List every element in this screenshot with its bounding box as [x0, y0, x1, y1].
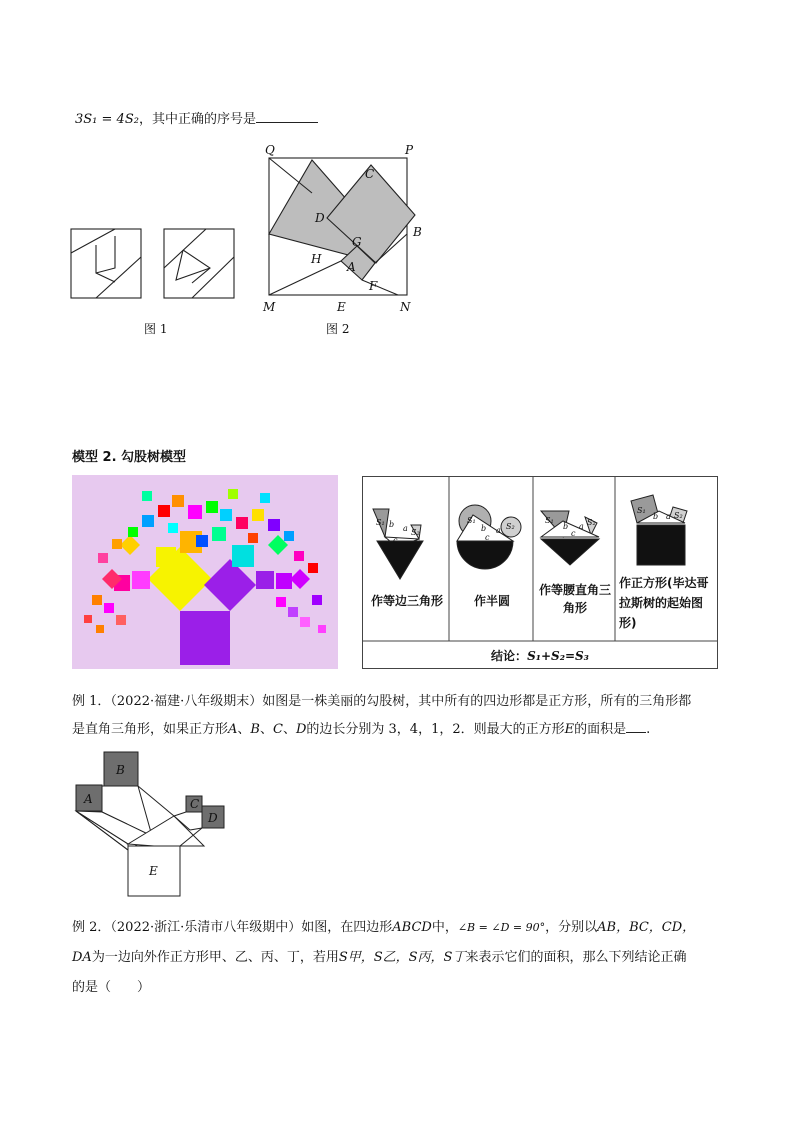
example1-letter-B: B [250, 722, 260, 737]
conclusion [363, 647, 717, 664]
example2-line2 [72, 946, 686, 965]
example1-figure [74, 750, 234, 900]
figure-2 [255, 138, 435, 318]
example2-angle: ∠B = ∠D = 90° [457, 921, 546, 934]
example2-line2-d: 来表示它们的面积，那么下列结论正确 [465, 950, 687, 965]
cell2-c: c [485, 533, 490, 542]
fig2-label-F: F [369, 279, 378, 293]
ex1-fig-D: D [208, 811, 218, 825]
example2-abcd: ABCD [392, 920, 432, 935]
fig2-label-P: P [405, 143, 414, 157]
example1-letter-D: D [295, 722, 307, 737]
fig2-label-E: E [337, 300, 346, 314]
example2-line1-d: AB，BC，CD， [597, 920, 696, 935]
cell1-s2: S₂ [411, 528, 420, 537]
ex1-fig-A: A [84, 792, 93, 806]
figure-1-caption: 图 1 [144, 322, 168, 336]
model-table [362, 476, 718, 669]
answer-blank [256, 110, 318, 123]
example1-line2-b: 的边长分别为 3，4，1，2．则最大的正方形 [306, 722, 565, 737]
cell3-label: 作等腰直角三角形 [539, 583, 612, 615]
example1-letter-E: E [564, 722, 575, 737]
cell2-s2: S₂ [506, 522, 515, 531]
cell1-label: 作等边三角形 [370, 594, 443, 608]
example2-line1 [72, 916, 695, 935]
fig2-label-D: D [315, 211, 325, 225]
fig2-label-N: N [400, 300, 411, 314]
cell3-s2: S₂ [587, 518, 596, 527]
figure-1 [70, 228, 240, 300]
cell2-b: b [481, 524, 487, 533]
example1-line2: 是直角三角形，如果正方形A、B、C、D的边长分别为 3，4，1，2．则最大的正方形E的面积是 . [72, 722, 651, 737]
cell4-s1: S₁ [637, 506, 646, 515]
ex1-fig-E: E [149, 864, 158, 878]
example2-line2-b: 为一边向外作正方形甲、乙、丙、丁，若用 [91, 950, 339, 965]
conclusion-formula: S₁+S₂=S₃ [527, 649, 589, 663]
top-question-line [75, 108, 318, 127]
cell2-a: a [496, 526, 501, 535]
example2-line1-c: ，分别以 [545, 920, 598, 935]
top-formula: 3S₁ = 4S₂ [75, 112, 139, 127]
cell3-s1: S₁ [545, 516, 554, 525]
example2-line3: 的是（ ） [72, 980, 151, 995]
cell4-s2: S₂ [674, 511, 683, 520]
fig2-label-H: H [311, 252, 322, 266]
example1-line1: 例 1．（2022·福建·八年级期末）如图是一株美丽的勾股树，其中所有的四边形都是正方形，所有的三角形都 [72, 694, 692, 709]
example1-blank [626, 720, 646, 733]
cell4-a: a [666, 512, 671, 521]
example2-line1-a: 例 2．（2022·浙江·乐清市八年级期中）如图，在四边形 [72, 920, 393, 935]
fig2-label-C: C [365, 167, 375, 181]
example2-line2-c: S甲，S乙，S丙，S丁 [338, 950, 466, 965]
sep1: 、 [237, 722, 251, 737]
sep3: 、 [282, 722, 296, 737]
fig2-label-G: G [352, 235, 362, 249]
section-title: 模型 2. 勾股树模型 [72, 450, 187, 465]
example2-line2-a: DA [72, 950, 92, 965]
example1-letter-A: A [228, 722, 238, 737]
example1-line2-c: 的面积是 [574, 722, 627, 737]
cell1-b: b [389, 520, 395, 529]
example2-line1-b: 中， [431, 920, 458, 935]
cell2-s1: S₁ [467, 516, 476, 525]
pythagoras-tree-image [72, 475, 338, 669]
top-suffix: ，其中正确的序号是 [138, 112, 256, 127]
cell2-label: 作半圆 [473, 594, 510, 608]
ex1-fig-B: B [116, 763, 125, 777]
fig2-label-B: B [413, 225, 422, 239]
fig2-label-M: M [263, 300, 276, 314]
fig2-label-A: A [347, 260, 356, 274]
cell1-c: c [393, 536, 398, 545]
cell3-b: b [563, 522, 569, 531]
cell3-a: a [579, 522, 584, 531]
example1-line2-a: 是直角三角形，如果正方形 [72, 722, 229, 737]
cell3-c: c [571, 529, 576, 538]
cell4-label: 作正方形(毕达哥拉斯树的起始图形) [619, 576, 709, 630]
fig2-label-Q: Q [265, 143, 275, 157]
sep2: 、 [259, 722, 273, 737]
example1-letter-C: C [273, 722, 283, 737]
conclusion-prefix: 结论： [491, 649, 528, 663]
ex1-fig-C: C [190, 797, 200, 811]
cell1-a: a [403, 524, 408, 533]
cell1-s1: S₁ [376, 518, 385, 527]
cell4-b: b [653, 512, 659, 521]
figure-2-caption: 图 2 [326, 322, 350, 336]
